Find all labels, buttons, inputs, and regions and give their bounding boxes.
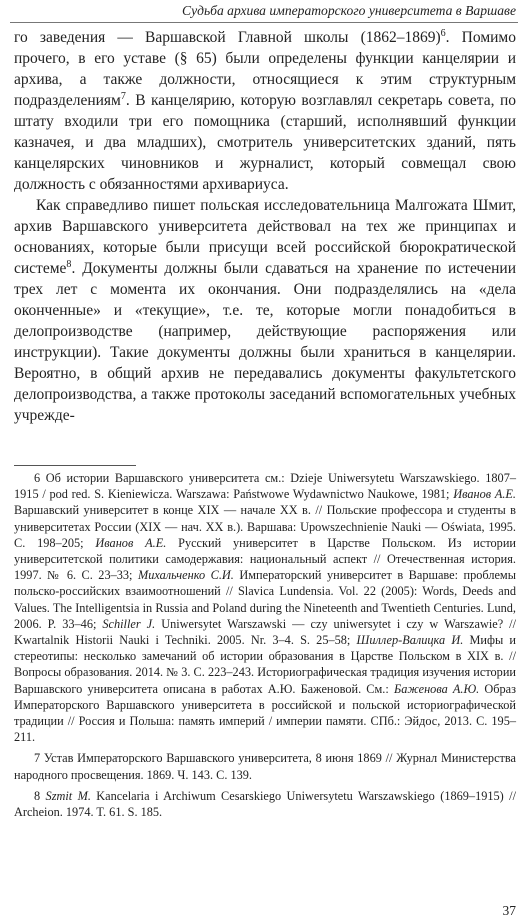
footnote-8 [14,788,516,820]
footnote-6 [14,470,516,745]
footnote-ref-6[interactable]: 6 [440,27,446,39]
footnote-text: Uniwersytet Warszawski — czy uniwersytet i czy w Warszawie? // Kwartalnik Historii Nauki i Techniki. 2005. Nr. 3–4. S. 25–58; [14,616,516,648]
page-number: 37 [502,903,516,918]
footnote-text: Варшавский университет в конце XIX — начале XX в. // Польские профессора и студенты в университетах России (XIX — нач. XX в.). Варшава: Upowszechnienie Nauki — Oświata, 1995. С. 198–205; [14,503,516,550]
footnote-rule [14,465,136,466]
text-run: . Помимо прочего, в его уставе (§ 65) были определены функции канцелярии и архива, а также должности, относящиеся к этим структурным подразделениям [14,29,516,109]
running-head: Судьба архива императорского университета в Варшаве [182,3,516,18]
paragraph-1 [14,27,516,195]
author-name: Szmit M. [45,788,91,803]
main-text [14,27,516,426]
paragraph-2 [14,195,516,426]
footnote-text: Образ Императорского Варшавского университета в российской и польской историографической традиции // Россия и Польша: память империй / империи памяти. СПб.: Эйдос, 2013. С. 195–211. [14,681,516,745]
header-rule [10,22,518,23]
footnote-ref-8[interactable]: 8 [66,258,72,270]
author-name: Шиллер-Валицка И. [356,633,464,648]
text-run: го заведения — Варшавской Главной школы (1862–1869) [14,29,441,46]
footnote-text: Русский университет в Царстве Польском. Из истории университетской политики самодержавия: национальный аспект // Отечественная история. 1997. № 6. С. 23–33; [14,535,516,583]
author-name: Баженова А.Ю. [393,681,480,696]
footnote-text: Kancelaria i Archiwum Cesarskiego Uniwersytetu Warszawskiego (1869–1915) // Archeion. 1974. T. 61. S. 185. [14,788,516,820]
author-name: Иванов А.Е. [95,535,167,550]
footnote-text: Императорский университет в Варшаве: проблемы польско-российских взаимоотношений // Slavica Lundensia. Vol. 22 (2005): Words, Deeds and Values. The Intelligentsia in Russia and Poland during the Nineteenth and Twentieth Centuries. Lund, 2006. P. 33–46; [14,568,516,631]
footnote-ref-7[interactable]: 7 [120,90,126,102]
text-run: Как справедливо пишет польская исследовательница Малгожата Шмит, архив Варшавского университета действовал на тех же принципах и основаниях, которые были присущи всей российской бюрократической системе [14,197,516,277]
footnote-text: 6 Об истории Варшавского университета см.: Dzieje Uniwersytetu Warszawskiego. 1807–1915 / pod red. S. Kieniewicza. Warszawa: Państwowe Wydawnictwo Naukowe, 1981; [14,471,516,502]
footnote-7: 7 Устав Императорского Варшавского университета, 8 июня 1869 // Журнал Министерства народного просвещения. 1869. Ч. 143. С. 139. [14,751,516,782]
author-name: Schiller J. [102,616,156,631]
author-name: Иванов А.Е. [453,487,516,502]
footnote-text: 8 [34,788,46,803]
author-name: Михальченко С.И. [137,568,234,583]
text-run: . Документы должны были сдаваться на хранение по истечении трех лет с момента их окончания. Они подразделялись на «дела оконченные» и «текущие», т.е. те, которые могли понадобиться в делопроизводстве (например, действующие распоряжения или инструкции). Такие документы должны были храниться в канцелярии. Вероятно, в общий архив не передавались документы факультетского делопроизводства, а также протоколы заседаний вспомогательных учебных учрежде- [14,260,516,424]
text-run: . В канцелярию, которую возглавлял секретарь совета, по штату входили три его помощника (старший, исполнявший функции казначея, и два младших), смотритель университетских зданий, пять канцелярских чиновников и журналист, который совмещал свою должность с обязанностями архивариуса. [14,92,516,193]
footnote-text: Мифы и стереотипы: несколько замечаний об истории образования в Царстве Польском в XIX в. // Вопросы образования. 2014. № 3. С. 223–243. Историографическая традиция изучения истории Варшавского университета описана в работах А.Ю. Баженовой. См.: [14,633,516,696]
footnotes [14,470,516,825]
